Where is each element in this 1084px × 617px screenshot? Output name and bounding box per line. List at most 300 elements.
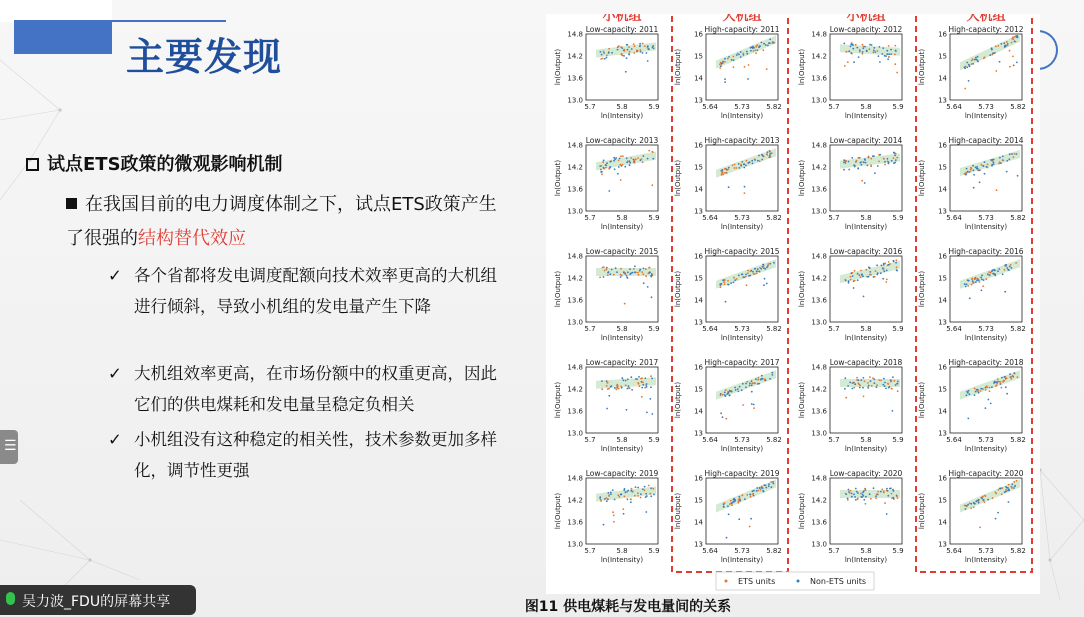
scatter-point: [880, 272, 882, 274]
y-tick-label: 13.0: [567, 96, 583, 105]
scatter-point: [969, 503, 971, 505]
scatter-point: [757, 160, 759, 162]
panel-frame: [586, 367, 658, 433]
scatter-point: [741, 389, 743, 391]
scatter-point: [632, 491, 634, 493]
scatter-point: [990, 159, 992, 161]
x-tick-label: 5.9: [648, 436, 660, 444]
scatter-point: [964, 283, 966, 285]
scatter-point: [1009, 50, 1011, 52]
scatter-point: [628, 54, 630, 56]
y-axis-label: ln(Output): [798, 48, 806, 86]
y-axis-label: ln(Output): [918, 159, 926, 197]
scatter-point: [972, 280, 974, 282]
scatter-point: [852, 48, 854, 50]
scatter-point: [728, 186, 730, 188]
scatter-point: [719, 67, 721, 69]
scatter-point: [613, 157, 615, 159]
scatter-point: [723, 506, 725, 508]
scatter-point: [723, 503, 725, 505]
scatter-point: [872, 155, 874, 157]
figure-caption-text: 图11 供电煤耗与发电量间的关系: [524, 599, 732, 615]
y-tick-label: 13.0: [811, 96, 827, 105]
scatter-point: [971, 63, 973, 65]
scatter-point: [850, 46, 852, 48]
panel-title: Low-capacity: 2020: [829, 469, 903, 478]
scatter-point: [760, 489, 762, 491]
scatter-point: [859, 274, 861, 276]
scatter-point: [1013, 156, 1015, 158]
scatter-point: [848, 489, 850, 491]
scatter-point: [730, 500, 732, 502]
scatter-point: [600, 169, 602, 171]
scatter-point: [1008, 484, 1010, 486]
x-tick-label: 5.73: [734, 214, 750, 222]
scatter-point: [607, 388, 609, 390]
scatter-point: [603, 524, 605, 526]
scatter-point: [758, 46, 760, 48]
x-tick-label: 5.64: [946, 214, 962, 222]
y-tick-label: 14.8: [567, 474, 583, 483]
scatter-point: [756, 45, 758, 47]
scatter-point: [1002, 381, 1004, 383]
scatter-point: [893, 152, 895, 154]
scatter-point: [750, 518, 752, 520]
screen-share-label: 吴力波_FDU的屏幕共享: [22, 594, 171, 610]
scatter-point: [862, 53, 864, 55]
scatter-point: [886, 270, 888, 272]
panel-title: Low-capacity: 2013: [585, 136, 659, 145]
scatter-point: [854, 496, 856, 498]
scatter-point: [646, 52, 648, 54]
x-axis-label: ln(Intensity): [964, 334, 1008, 342]
scatter-point: [613, 160, 615, 162]
scatter-point: [651, 378, 653, 380]
scatter-point: [750, 47, 752, 49]
scatter-point: [983, 499, 985, 501]
scatter-point: [609, 273, 611, 275]
scatter-point: [751, 403, 753, 405]
scatter-point: [861, 274, 863, 276]
scatter-point: [848, 282, 850, 284]
scatter-point: [746, 53, 748, 55]
scatter-point: [970, 503, 972, 505]
y-tick-label: 13.6: [811, 407, 827, 416]
scatter-point: [606, 57, 608, 59]
scatter-point: [630, 501, 632, 503]
legend-label: Non-ETS units: [810, 577, 867, 586]
scatter-point: [860, 270, 862, 272]
scatter-point: [1008, 490, 1010, 492]
bullet-level-2: [66, 188, 506, 256]
scatter-point: [648, 150, 650, 152]
x-axis-label: ln(Intensity): [844, 445, 888, 453]
scatter-point: [1010, 378, 1012, 380]
scatter-point: [851, 42, 853, 44]
hollow-square-bullet-icon: [26, 158, 39, 171]
scatter-point: [609, 166, 611, 168]
scatter-point: [878, 55, 880, 57]
scatter-point: [997, 270, 999, 272]
x-tick-label: 5.73: [734, 325, 750, 333]
scatter-point: [762, 49, 764, 51]
scatter-point: [881, 53, 883, 55]
y-tick-label: 13.0: [567, 540, 583, 549]
scatter-point: [749, 382, 751, 384]
scatter-point: [615, 267, 617, 269]
scatter-point: [614, 499, 616, 501]
scatter-point: [856, 47, 858, 49]
scatter-point: [640, 497, 642, 499]
scatter-point: [894, 54, 896, 56]
scatter-point: [859, 162, 861, 164]
scatter-point: [606, 382, 608, 384]
scatter-point: [752, 490, 754, 492]
panel-title: High-capacity: 2018: [948, 358, 1024, 367]
scatter-point: [606, 162, 608, 164]
scatter-point: [768, 156, 770, 158]
scatter-point: [857, 157, 859, 159]
scatter-point: [727, 169, 729, 171]
scatter-point: [763, 265, 765, 267]
scatter-point: [735, 389, 737, 391]
scatter-point: [976, 500, 978, 502]
highlight-text: 结构替代效应: [138, 228, 246, 249]
y-axis-label: ln(Output): [554, 159, 562, 197]
scatter-point: [629, 164, 631, 166]
scatter-point: [743, 163, 745, 165]
y-tick-label: 14.2: [567, 385, 583, 394]
x-tick-label: 5.8: [860, 547, 872, 555]
scatter-point: [1014, 485, 1016, 487]
scatter-point: [993, 159, 995, 161]
y-tick-label: 14: [694, 296, 703, 305]
x-tick-label: 5.8: [860, 325, 872, 333]
y-axis-label: ln(Output): [674, 48, 682, 86]
scatter-point: [983, 279, 985, 281]
scatter-point: [603, 266, 605, 268]
panel-title: High-capacity: 2019: [704, 469, 780, 478]
scatter-point: [745, 165, 747, 167]
scatter-point: [984, 501, 986, 503]
scatter-point: [851, 493, 853, 495]
scatter-point: [1010, 376, 1012, 378]
y-tick-label: 13: [938, 318, 947, 327]
scatter-point: [1011, 483, 1013, 485]
scatter-point: [764, 278, 766, 280]
scatter-point: [634, 45, 636, 47]
scatter-point: [1001, 377, 1003, 379]
scatter-point: [895, 159, 897, 161]
scatter-point: [739, 498, 741, 500]
scatter-point: [1016, 153, 1018, 155]
scatter-point: [845, 493, 847, 495]
scatter-point: [979, 281, 981, 283]
scatter-point: [884, 502, 886, 504]
y-tick-label: 16: [938, 30, 947, 39]
scatter-point: [624, 496, 626, 498]
scatter-point: [1013, 372, 1015, 374]
scatter-point: [1009, 373, 1011, 375]
x-tick-label: 5.82: [766, 547, 782, 555]
scatter-point: [640, 51, 642, 53]
scatter-point: [896, 495, 898, 497]
scatter-point: [768, 42, 770, 44]
scatter-point: [600, 51, 602, 53]
y-axis-label: ln(Output): [554, 492, 562, 530]
scatter-point: [650, 495, 652, 497]
scatter-point: [897, 390, 899, 392]
scatter-point: [755, 52, 757, 54]
legend-label: ETS units: [738, 577, 776, 586]
x-tick-label: 5.82: [1010, 547, 1026, 555]
scatter-point: [638, 274, 640, 276]
scatter-point: [875, 270, 877, 272]
y-tick-label: 14.2: [811, 385, 827, 394]
scatter-point: [964, 173, 966, 175]
scatter-point: [642, 384, 644, 386]
scatter-point: [993, 52, 995, 54]
scatter-point: [895, 153, 897, 155]
scatter-point: [620, 386, 622, 388]
scatter-point: [724, 279, 726, 281]
scatter-point: [966, 168, 968, 170]
scatter-point: [720, 65, 722, 67]
panel-frame: [830, 34, 902, 100]
y-tick-label: 13.0: [811, 207, 827, 216]
scatter-point: [645, 511, 647, 513]
scatter-point: [844, 279, 846, 281]
scatter-point: [601, 165, 603, 167]
panel-title: High-capacity: 2015: [704, 247, 780, 256]
x-tick-label: 5.8: [616, 436, 628, 444]
y-tick-label: 13.6: [811, 518, 827, 527]
scatter-point: [609, 161, 611, 163]
scatter-point: [626, 274, 628, 276]
y-tick-label: 14: [694, 185, 703, 194]
scatter-point: [1005, 45, 1007, 47]
scatter-point: [744, 66, 746, 68]
scatter-point: [864, 380, 866, 382]
scatter-point: [637, 382, 639, 384]
scatter-point: [893, 260, 895, 262]
scatter-point: [617, 173, 619, 175]
scatter-point: [620, 268, 622, 270]
scatter-point: [849, 382, 851, 384]
scatter-point: [606, 385, 608, 387]
side-panel-toggle[interactable]: [0, 430, 18, 464]
scatter-point: [756, 487, 758, 489]
scatter-point: [980, 388, 982, 390]
scatter-point: [993, 269, 995, 271]
y-tick-label: 14.2: [811, 163, 827, 172]
x-axis-label: ln(Intensity): [964, 112, 1008, 120]
scatter-point: [979, 181, 981, 183]
x-tick-label: 5.9: [648, 547, 660, 555]
y-tick-label: 16: [938, 141, 947, 150]
scatter-point: [604, 498, 606, 500]
scatter-point: [610, 493, 612, 495]
bullet-level-1-text: 试点ETS政策的微观影响机制: [47, 154, 283, 175]
y-tick-label: 13.6: [811, 296, 827, 305]
scatter-point: [863, 46, 865, 48]
scatter-point: [973, 174, 975, 176]
x-tick-label: 5.64: [946, 325, 962, 333]
y-axis-label: ln(Output): [798, 159, 806, 197]
y-tick-label: 13: [938, 540, 947, 549]
scatter-point: [1016, 62, 1018, 64]
scatter-point: [764, 378, 766, 380]
y-tick-label: 16: [694, 363, 703, 372]
scatter-point: [869, 271, 871, 273]
scatter-point: [653, 48, 655, 50]
y-axis-label: ln(Output): [798, 381, 806, 419]
scatter-point: [643, 155, 645, 157]
scatter-point: [771, 486, 773, 488]
scatter-point: [724, 81, 726, 83]
scatter-point: [626, 276, 628, 278]
scatter-point: [873, 378, 875, 380]
scatter-point: [722, 394, 724, 396]
x-tick-label: 5.73: [978, 436, 994, 444]
x-axis-label: ln(Intensity): [964, 223, 1008, 231]
scatter-point: [753, 407, 755, 409]
scatter-point: [848, 491, 850, 493]
x-axis-label: ln(Intensity): [964, 445, 1008, 453]
scatter-point: [773, 483, 775, 485]
scatter-point: [1011, 38, 1013, 40]
check-item-3: [108, 424, 508, 486]
scatter-point: [734, 167, 736, 169]
scatter-point: [964, 67, 966, 69]
scatter-point: [992, 497, 994, 499]
scatter-point: [1002, 273, 1004, 275]
scatter-point: [1011, 486, 1013, 488]
y-axis-label: ln(Output): [674, 159, 682, 197]
scatter-point: [742, 53, 744, 55]
scatter-point: [621, 377, 623, 379]
scatter-point: [883, 268, 885, 270]
scatter-point: [725, 418, 727, 420]
screen-share-indicator[interactable]: [0, 585, 196, 615]
scatter-point: [601, 380, 603, 382]
scatter-point: [891, 493, 893, 495]
scatter-point: [769, 38, 771, 40]
scatter-point: [634, 265, 636, 267]
scatter-point: [1009, 66, 1011, 68]
scatter-point: [650, 487, 652, 489]
scatter-point: [721, 174, 723, 176]
scatter-point: [728, 391, 730, 393]
scatter-point: [989, 390, 991, 392]
scatter-point: [608, 271, 610, 273]
x-tick-label: 5.82: [766, 214, 782, 222]
y-tick-label: 16: [694, 252, 703, 261]
y-tick-label: 14.8: [567, 363, 583, 372]
scatter-point: [1016, 480, 1018, 482]
scatter-point: [633, 43, 635, 45]
scatter-point: [860, 379, 862, 381]
scatter-point: [987, 273, 989, 275]
scatter-point: [995, 493, 997, 495]
scatter-point: [634, 271, 636, 273]
scatter-point: [966, 394, 968, 396]
scatter-point: [768, 483, 770, 485]
scatter-point: [765, 487, 767, 489]
x-tick-label: 5.8: [616, 214, 628, 222]
scatter-point: [729, 394, 731, 396]
scatter-point: [868, 48, 870, 50]
y-tick-label: 14: [694, 518, 703, 527]
scatter-point: [888, 45, 890, 47]
scatter-point: [629, 273, 631, 275]
y-tick-label: 13: [694, 429, 703, 438]
scatter-point: [647, 47, 649, 49]
scatter-point: [879, 154, 881, 156]
scatter-point: [873, 487, 875, 489]
scatter-grid-figure: [546, 14, 1040, 594]
scatter-point: [1001, 387, 1003, 389]
scatter-point: [607, 492, 609, 494]
scatter-point: [895, 384, 897, 386]
scatter-point: [734, 164, 736, 166]
scatter-point: [637, 487, 639, 489]
scatter-point: [880, 491, 882, 493]
scatter-point: [996, 189, 998, 191]
scatter-point: [723, 281, 725, 283]
scatter-point: [623, 513, 625, 515]
scatter-point: [971, 278, 973, 280]
scatter-point: [888, 56, 890, 58]
y-tick-label: 14: [694, 407, 703, 416]
scatter-point: [616, 271, 618, 273]
y-tick-label: 16: [694, 474, 703, 483]
scatter-point: [747, 272, 749, 274]
scatter-point: [871, 44, 873, 46]
scatter-point: [981, 275, 983, 277]
x-tick-label: 5.73: [978, 103, 994, 111]
x-tick-label: 5.8: [860, 103, 872, 111]
scatter-point: [991, 164, 993, 166]
scatter-point: [640, 493, 642, 495]
slide-title: 主要发现: [126, 35, 283, 79]
y-tick-label: 14.2: [567, 274, 583, 283]
scatter-point: [999, 61, 1001, 63]
scatter-point: [769, 263, 771, 265]
scatter-point: [869, 493, 871, 495]
x-tick-label: 5.7: [828, 214, 840, 222]
scatter-point: [1010, 264, 1012, 266]
scatter-point: [887, 58, 889, 60]
scatter-point: [993, 382, 995, 384]
scatter-point: [886, 50, 888, 52]
scatter-point: [995, 70, 997, 72]
scatter-point: [896, 157, 898, 159]
top-band: [0, 0, 112, 22]
scatter-point: [974, 59, 976, 61]
scatter-point: [1017, 36, 1019, 38]
x-tick-label: 5.7: [828, 103, 840, 111]
scatter-point: [754, 268, 756, 270]
scatter-point: [1009, 266, 1011, 268]
scatter-point: [761, 154, 763, 156]
x-tick-label: 5.8: [860, 436, 872, 444]
scatter-point: [721, 63, 723, 65]
scatter-point: [857, 273, 859, 275]
scatter-point: [1002, 156, 1004, 158]
scatter-point: [625, 492, 627, 494]
column-header: 小机组: [846, 14, 886, 24]
